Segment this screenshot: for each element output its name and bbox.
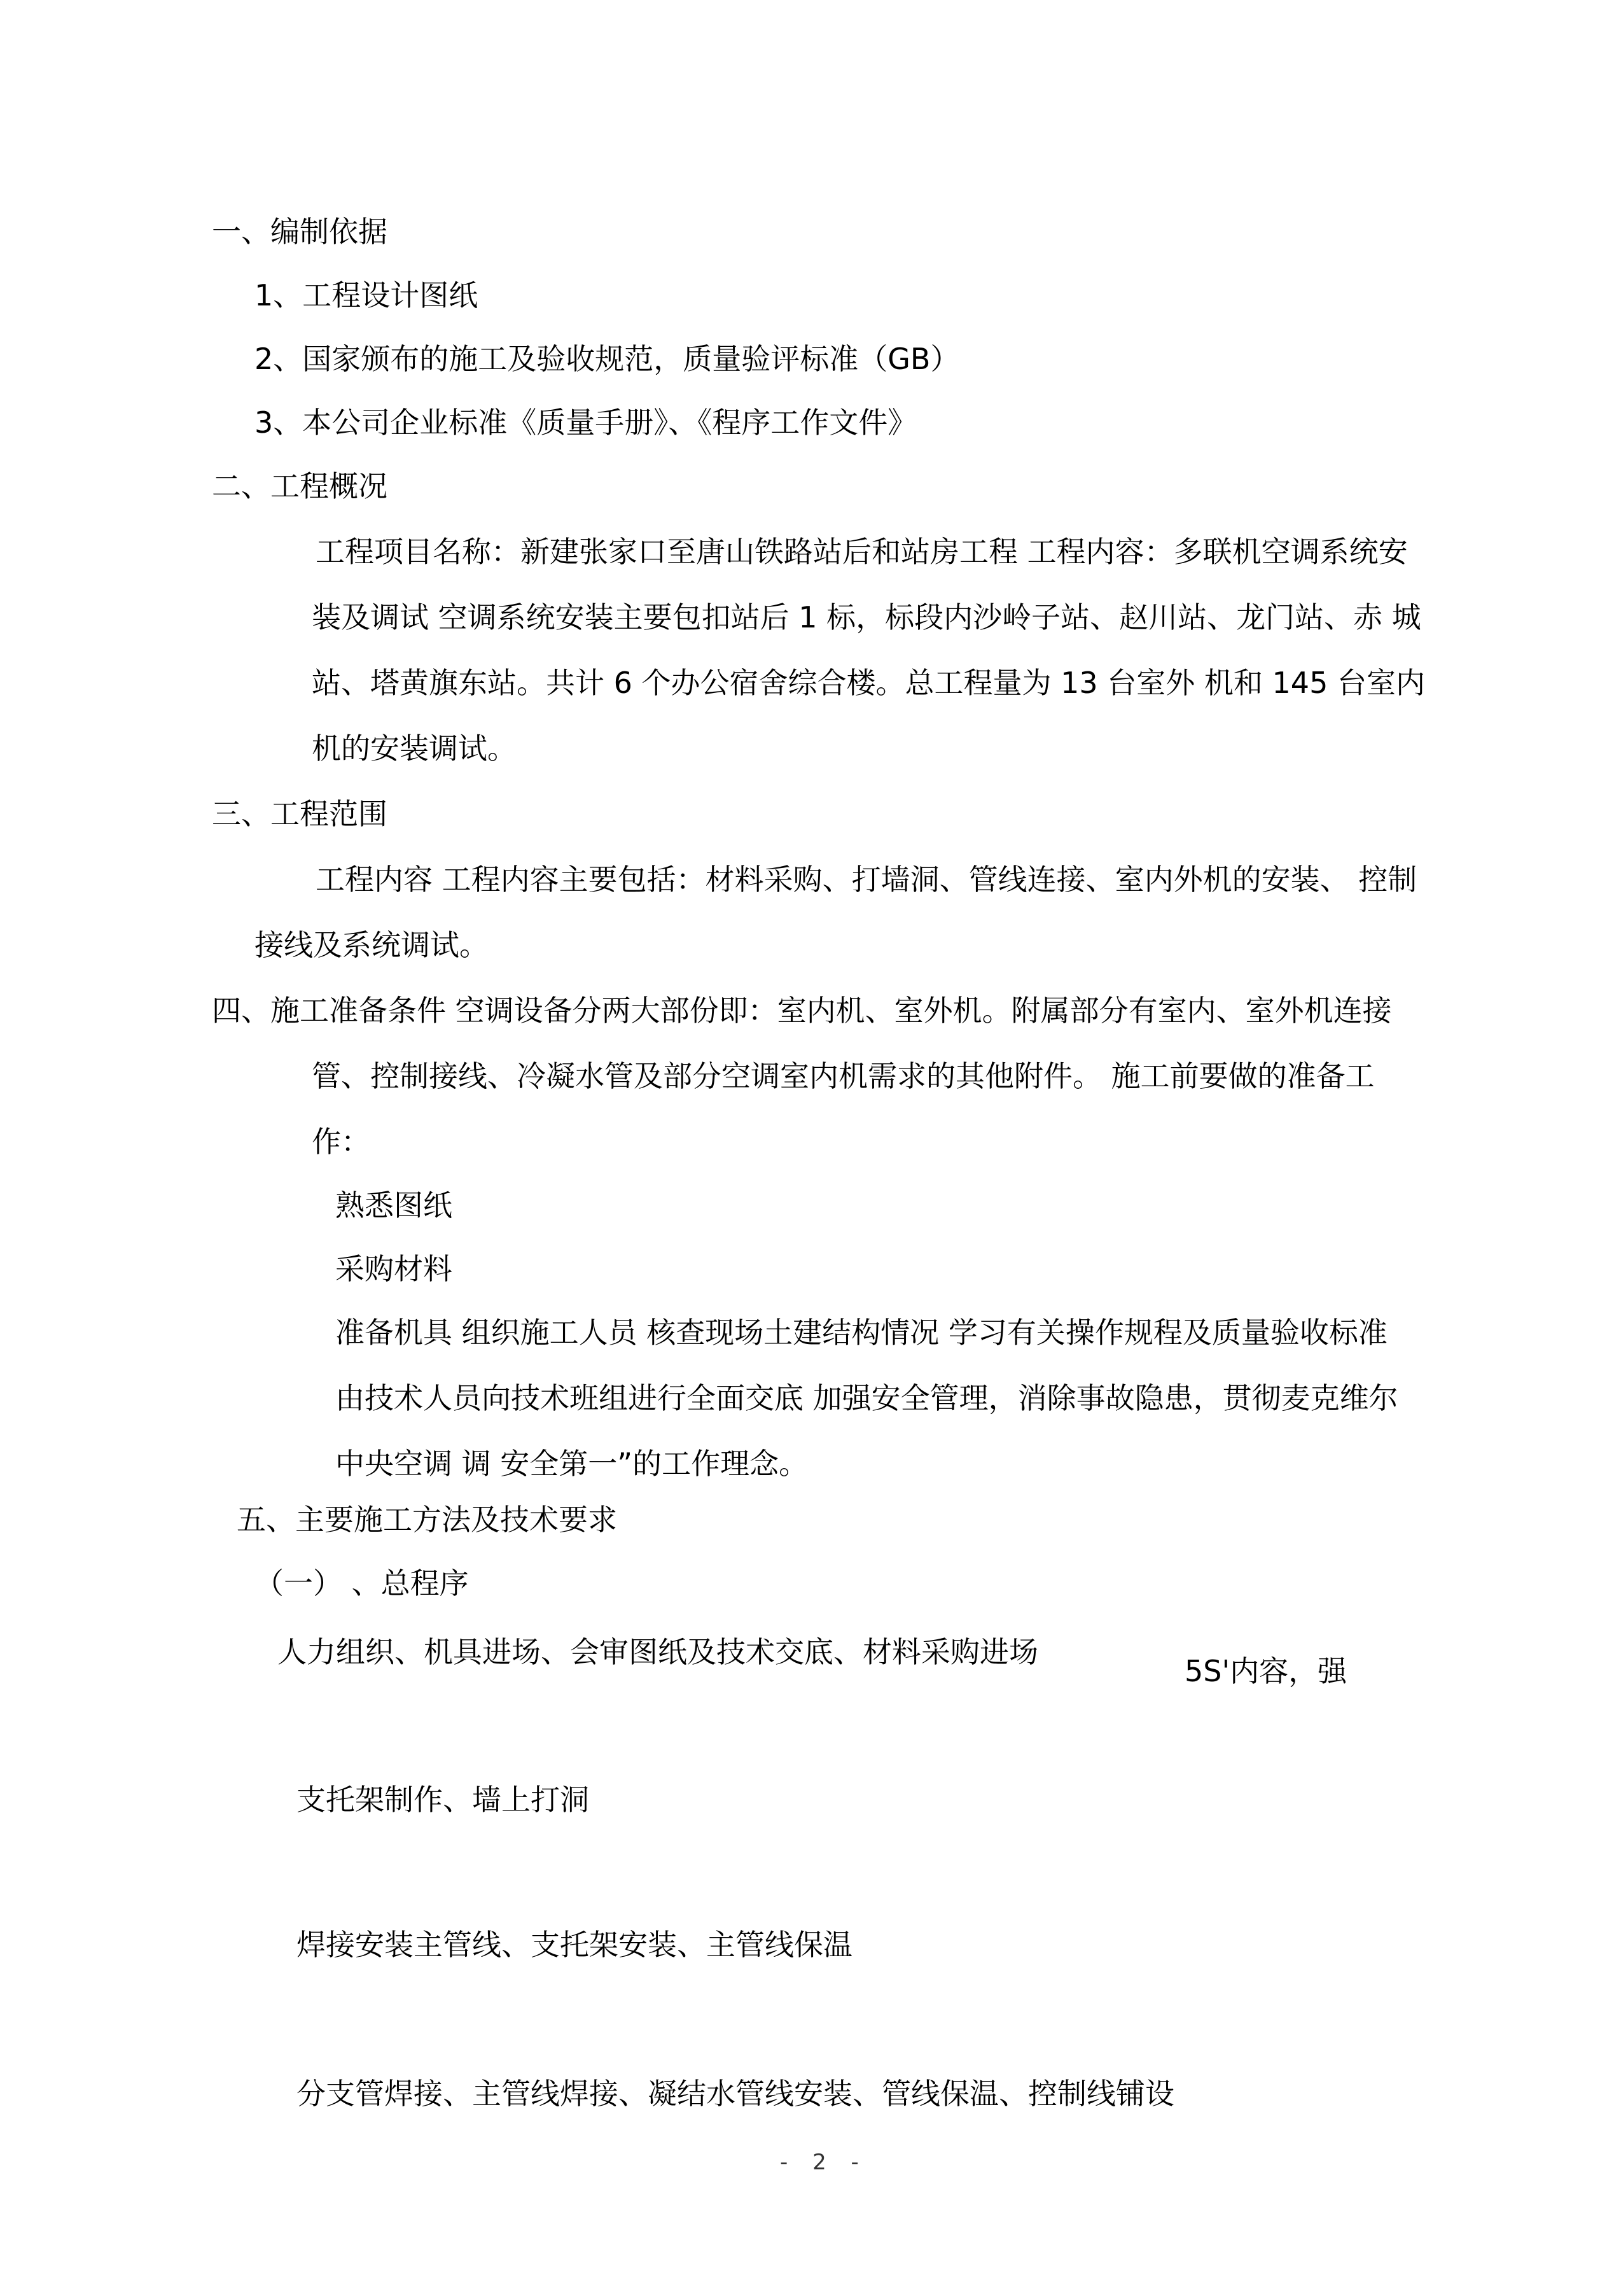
page-number: - 2 - [780, 2150, 868, 2175]
procedure-step: 支托架制作、墙上打洞 [296, 1782, 589, 1817]
section-4-heading-line: 四、施工准备条件 空调设备分两大部份即：室内机、室外机。附属部分有室内、室外机连接 [212, 993, 1392, 1028]
section-1-item: 1、工程设计图纸 [254, 278, 478, 312]
section-2-paragraph-line: 站、塔黄旗东站。共计 6 个办公宿舍综合楼。总工程量为 13 台室外 机和 145 台室内 [312, 666, 1425, 700]
section-5-subheading: （一） 、总程序 [254, 1566, 469, 1600]
section-4-paragraph-line: 作： [312, 1124, 370, 1159]
section-5-heading: 五、主要施工方法及技术要求 [237, 1502, 617, 1537]
section-1-item: 2、国家颁布的施工及验收规范，质量验评标准（GB） [254, 342, 960, 376]
section-3-paragraph-line: 接线及系统调试。 [254, 928, 489, 962]
section-1-item: 3、本公司企业标准《质量手册》、《程序工作文件》 [254, 405, 917, 440]
section-3-heading: 三、工程范围 [212, 797, 387, 831]
procedure-step: 人力组织、机具进场、会审图纸及技术交底、材料采购进场 [277, 1635, 1038, 1669]
section-3-paragraph-line: 工程内容 工程内容主要包括：材料采购、打墙洞、管线连接、室内外机的安装、 控制 [316, 862, 1417, 897]
section-4-list-item: 熟悉图纸 [335, 1188, 452, 1222]
procedure-step: 焊接安装主管线、支托架安装、主管线保温 [296, 1928, 852, 1962]
section-1-heading: 一、编制依据 [212, 214, 387, 249]
section-4-paragraph-line: 管、控制接线、冷凝水管及部分空调室内机需求的其他附件。 施工前要做的准备工 [312, 1059, 1375, 1093]
section-2-paragraph-line: 机的安装调试。 [312, 731, 517, 766]
section-4-list-item: 采购材料 [335, 1252, 452, 1286]
section-4-list-item: 由技术人员向技术班组进行全面交底 加强安全管理，消除事故隐患，贯彻麦克维尔 [335, 1381, 1398, 1415]
section-2-paragraph-line: 装及调试 空调系统安装主要包扣站后 1 标，标段内沙岭子站、赵川站、龙门站、赤 城 [312, 600, 1421, 634]
section-2-heading: 二、工程概况 [212, 469, 387, 503]
procedure-aside-text: 5S'内容，强 [1185, 1654, 1347, 1688]
section-4-list-item: 中央空调 调 安全第一”的工作理念。 [335, 1446, 809, 1481]
section-4-list-item: 准备机具 组织施工人员 核查现场土建结构情况 学习有关操作规程及质量验收标准 [335, 1315, 1388, 1350]
procedure-step: 分支管焊接、主管线焊接、凝结水管线安装、管线保温、控制线铺设 [296, 2076, 1174, 2111]
section-2-paragraph-line: 工程项目名称：新建张家口至唐山铁路站后和站房工程 工程内容：多联机空调系统安 [316, 535, 1408, 569]
